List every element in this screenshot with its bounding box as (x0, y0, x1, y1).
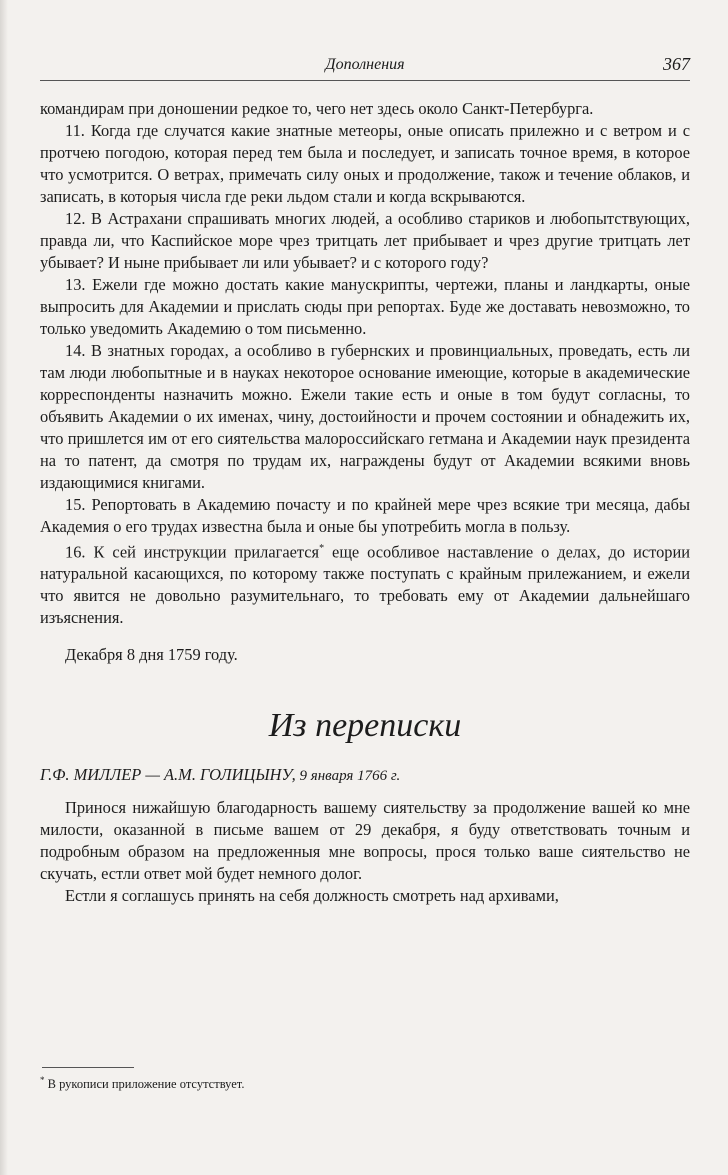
paragraph-15: 15. Репортовать в Академию почасту и по крайней мере чрез всякие три месяца, дабы Академия о его трудах известна была и оные бы употребить могла в пользу. (40, 495, 690, 536)
footnote-text: В рукописи приложение отсутствует. (44, 1077, 245, 1092)
letter-paragraph-2: Естли я соглашусь принять на себя должность смотреть над архивами, (65, 886, 559, 906)
date-line: Декабря 8 дня 1759 году. (65, 645, 238, 665)
paragraph-14: 14. В знатных городах, а особливо в губернских и провинциальных, проведать, есть ли там люди любопытные и в науках некоторое основание имеющие, которые в академические корреспонденты назначить можно. Ежели такие есть и оные в том будут согласны, то объявить Академии о их именах, чину, достоийности и прочем состоянии и обнадежить их, что пришлется им от его сиятельства малороссийскаго гетмана и Академии наук президента на то патент, да смотря по трудам их, награждены будут от Академии всякими вновь издающимися книгами. (40, 341, 690, 492)
footnote-rule (42, 1067, 134, 1068)
letter-paragraph-1: Принося нижайшую благодарность вашему сиятельству за продолжение вашей ко мне милости, оказанной в письме вашем от 29 декабря, я буду ответствовать точным и подробным образом на предложенныя мне вопросы, прося только ваше сиятельство не скучать, естли ответ мой будет немного долог. (40, 798, 690, 884)
paragraph-13: 13. Ежели где можно достать какие манускрипты, чертежи, планы и ландкарты, оные выпросить для Академии и прислать сюды при репортах. Буде же доставать невозможно, то только уведомить Академию о том письменно. (40, 275, 690, 338)
footnote-mark: * (40, 1075, 45, 1085)
page-header (40, 50, 690, 81)
paragraph-11: 11. Когда где случатся какие знатные метеоры, оные описать прилежно и с ветром и с протчею погодою, которая перед тем была и последует, и записать точное время, в которое что усмотрится. О ветрах, примечать силу оных и продолжение, також и течение облаков, и записать, в которыя числа где реки льдом стали и когда вскрываются. (40, 121, 690, 206)
page-number: 367 (663, 54, 690, 74)
footnote-marker: * (319, 543, 325, 554)
paragraph-12: 12. В Астрахани спрашивать многих людей, а особливо стариков и любопытствующих, правда ли, что Каспийское море чрез тритцать лет прибывает и чрез другие тритцать лет убывает? И ныне прибывает ли или убывает? и с которого году? (40, 209, 690, 272)
letter-correspondents: Г.Ф. МИЛЛЕР — А.М. ГОЛИЦЫНУ, (40, 765, 296, 785)
page-edge (0, 0, 8, 1175)
letter-date: 9 января 1766 г. (295, 768, 401, 785)
running-title: Дополнения (325, 56, 405, 73)
letter-heading (40, 764, 690, 787)
paragraph-continuation: командирам при доношении редкое то, чего нет здесь около Санкт-Петербурга. (40, 99, 594, 118)
paragraph-16 (40, 538, 690, 629)
paragraph-16-start: 16. К сей инструкции прилагается (65, 542, 320, 562)
footnote (40, 1075, 244, 1092)
body-text (40, 98, 690, 907)
section-title: Из переписки (268, 707, 462, 745)
paragraph-16-end: еще особливое наставление о делах, до истории натуральной касающихся, по которому также поступать с крайным прилежанием, и ежели что явится не довольно разумительнаго, то требовать ему от Академии дальнейшаго изъяснения. (40, 542, 691, 628)
